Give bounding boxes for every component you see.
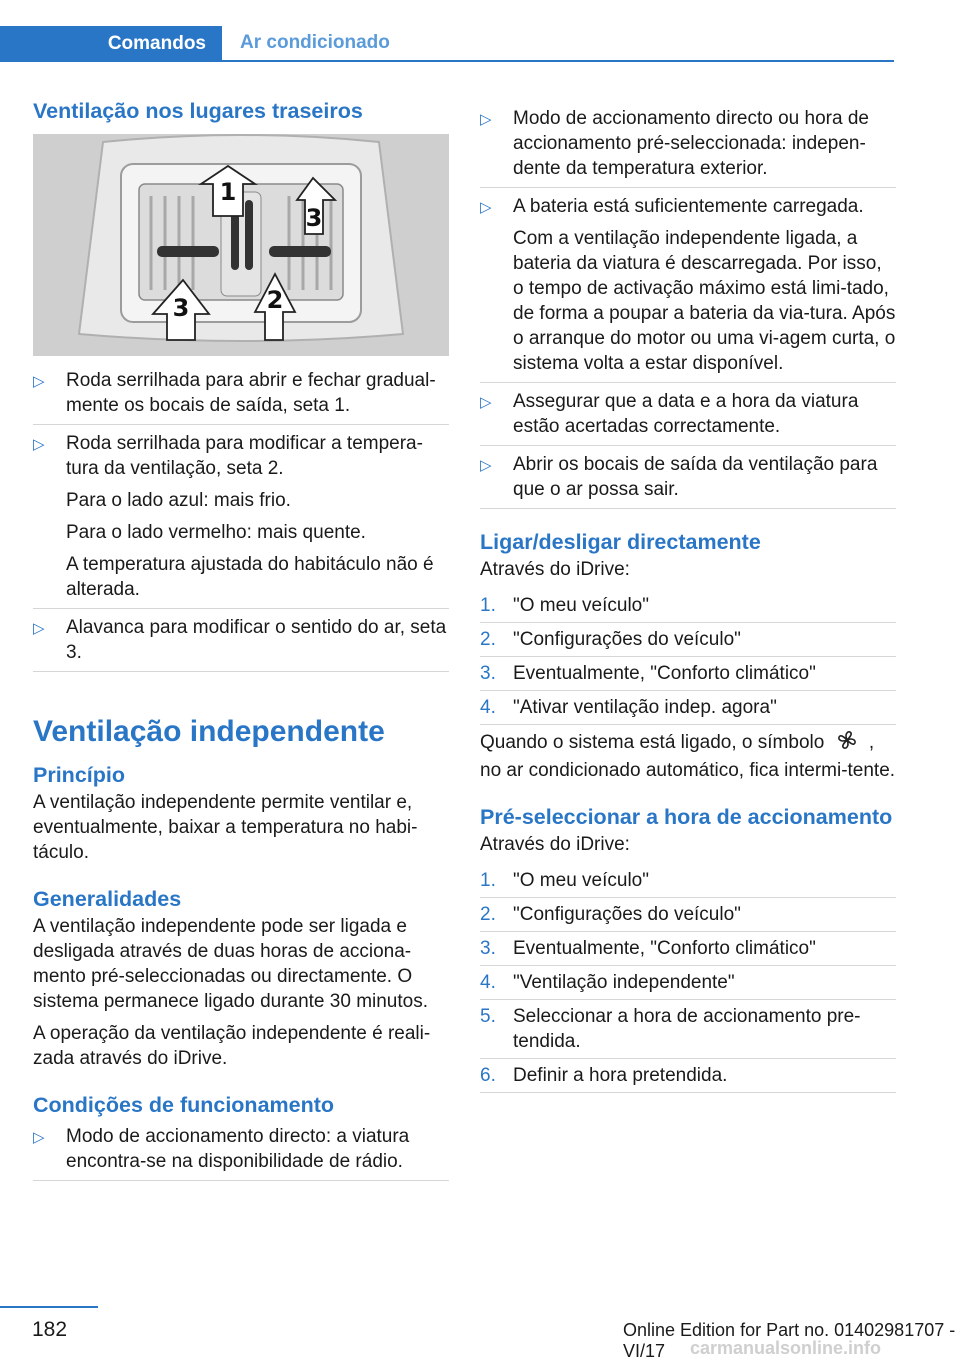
step-item bbox=[480, 932, 896, 966]
preselect-steps-list bbox=[480, 864, 896, 1093]
list-item-subtext: A temperatura ajustada do habitáculo não é alterada. bbox=[66, 554, 434, 600]
list-item-subtext: Com a ventilação independente ligada, a bateria da viatura é descarregada. Por isso, o tempo de activação máximo está limi-tado, de forma a poupar a bateria da via-tura. Após o arranque do motor ou uma vi-agem curta, o sistema volta a estar disponível. bbox=[513, 228, 896, 374]
step-number: 4. bbox=[480, 697, 496, 718]
step-number: 2. bbox=[480, 904, 496, 925]
list-item-text: A bateria está suficientemente carregada. bbox=[513, 196, 864, 217]
independent-ventilation-heading: Ventilação independente bbox=[33, 715, 385, 748]
bullet-triangle-icon: ▷ bbox=[480, 111, 492, 128]
symbol-note-after: , no ar condicionado automático, fica intermi-tente. bbox=[480, 732, 896, 781]
watermark: carmanualsonline.info bbox=[690, 1338, 882, 1358]
tab-ar-condicionado[interactable]: Ar condicionado bbox=[240, 32, 390, 53]
list-item-text: Modo de accionamento directo: a viatura encontra-se na disponibilidade de rádio. bbox=[66, 1126, 410, 1172]
step-number: 6. bbox=[480, 1065, 496, 1086]
bullet-triangle-icon: ▷ bbox=[33, 436, 45, 453]
bullet-triangle-icon: ▷ bbox=[33, 1129, 45, 1146]
step-number: 5. bbox=[480, 1006, 496, 1027]
step-item bbox=[480, 898, 896, 932]
step-number: 3. bbox=[480, 938, 496, 959]
arrow-label-1: 1 bbox=[219, 178, 237, 206]
step-number: 1. bbox=[480, 595, 496, 616]
step-text: "O meu veículo" bbox=[513, 595, 649, 616]
step-text: "O meu veículo" bbox=[513, 870, 649, 891]
bullet-triangle-icon: ▷ bbox=[480, 199, 492, 216]
conditions-list-left bbox=[33, 1118, 449, 1181]
list-item bbox=[480, 383, 896, 446]
step-text: Eventualmente, "Conforto climático" bbox=[513, 663, 816, 684]
step-item bbox=[480, 864, 896, 898]
list-item-text: Modo de accionamento directo ou hora de accionamento pré-seleccionada: indepen-dente da temperatura exterior. bbox=[513, 108, 869, 179]
bullet-triangle-icon: ▷ bbox=[480, 394, 492, 411]
general-text-1: A ventilação independente pode ser ligada e desligada através de duas horas de acciona-mento pré-seleccionadas ou directamente. O sistema permanece ligado durante 30 minutos. bbox=[33, 916, 429, 1012]
fan-icon bbox=[836, 729, 858, 758]
bullet-triangle-icon: ▷ bbox=[33, 620, 45, 637]
step-text: "Configurações do veículo" bbox=[513, 904, 741, 925]
arrow-label-2: 2 bbox=[266, 286, 284, 314]
step-text: "Configurações do veículo" bbox=[513, 629, 741, 650]
list-item bbox=[33, 609, 449, 672]
step-item bbox=[480, 657, 896, 691]
arrow-label-3-left: 3 bbox=[172, 294, 190, 322]
footer-rule bbox=[0, 1306, 98, 1308]
step-text: "Ativar ventilação indep. agora" bbox=[513, 697, 777, 718]
step-item bbox=[480, 691, 896, 725]
direct-heading: Ligar/desligar directamente bbox=[480, 530, 761, 554]
conditions-list-right bbox=[480, 100, 896, 509]
principle-text: A ventilação independente permite ventilar e, eventualmente, baixar a temperatura no habi-táculo. bbox=[33, 792, 418, 863]
list-item-text: Roda serrilhada para abrir e fechar gradual-mente os bocais de saída, seta 1. bbox=[66, 370, 436, 416]
step-text: Definir a hora pretendida. bbox=[513, 1065, 728, 1086]
step-item bbox=[480, 966, 896, 1000]
list-item-subtext: Para o lado vermelho: mais quente. bbox=[66, 522, 366, 543]
list-item bbox=[33, 425, 449, 609]
step-item bbox=[480, 589, 896, 623]
rear-ventilation-heading: Ventilação nos lugares traseiros bbox=[33, 99, 363, 123]
symbol-note-before: Quando o sistema está ligado, o símbolo bbox=[480, 732, 825, 753]
list-item-subtext: Para o lado azul: mais frio. bbox=[66, 490, 291, 511]
header-rule bbox=[0, 60, 894, 62]
direct-intro: Através do iDrive: bbox=[480, 559, 630, 580]
general-heading: Generalidades bbox=[33, 887, 182, 911]
step-number: 1. bbox=[480, 870, 496, 891]
page-number: 182 bbox=[32, 1318, 68, 1341]
step-number: 2. bbox=[480, 629, 496, 650]
list-item bbox=[33, 1118, 449, 1181]
step-number: 3. bbox=[480, 663, 496, 684]
tab-comandos[interactable]: Comandos bbox=[0, 26, 222, 62]
right-column bbox=[480, 100, 896, 1093]
step-item bbox=[480, 1000, 896, 1059]
list-item-text: Abrir os bocais de saída da ventilação para que o ar possa sair. bbox=[513, 454, 878, 500]
step-text: Seleccionar a hora de accionamento pre-tendida. bbox=[513, 1006, 861, 1052]
conditions-heading: Condições de funcionamento bbox=[33, 1093, 335, 1117]
list-item-text: Assegurar que a data e a hora da viatura estão acertadas correctamente. bbox=[513, 391, 859, 437]
symbol-note bbox=[480, 729, 896, 783]
step-number: 4. bbox=[480, 972, 496, 993]
step-text: Eventualmente, "Conforto climático" bbox=[513, 938, 816, 959]
direct-steps-list bbox=[480, 589, 896, 725]
rear-ventilation-list bbox=[33, 362, 449, 672]
list-item-text: Alavanca para modificar o sentido do ar, seta 3. bbox=[66, 617, 447, 663]
preselect-intro: Através do iDrive: bbox=[480, 834, 630, 855]
step-item bbox=[480, 623, 896, 657]
edition-note: Online Edition for Part no. 01402981707 - VI/17 bbox=[623, 1320, 956, 1361]
left-column bbox=[33, 98, 449, 1181]
list-item-text: Roda serrilhada para modificar a tempera-tura da ventilação, seta 2. bbox=[66, 433, 423, 479]
list-item bbox=[33, 362, 449, 425]
preselect-heading: Pré-seleccionar a hora de accionamento bbox=[480, 805, 893, 829]
list-item bbox=[480, 100, 896, 188]
rear-vent-illustration bbox=[33, 134, 449, 356]
list-item bbox=[480, 188, 896, 383]
bullet-triangle-icon: ▷ bbox=[33, 373, 45, 390]
general-text-2: A operação da ventilação independente é reali-zada através do iDrive. bbox=[33, 1023, 431, 1069]
principle-heading: Princípio bbox=[33, 763, 125, 787]
step-item bbox=[480, 1059, 896, 1093]
step-text: "Ventilação independente" bbox=[513, 972, 735, 993]
header-tabs bbox=[0, 26, 894, 62]
list-item bbox=[480, 446, 896, 509]
arrow-label-3-right: 3 bbox=[305, 204, 323, 232]
bullet-triangle-icon: ▷ bbox=[480, 457, 492, 474]
